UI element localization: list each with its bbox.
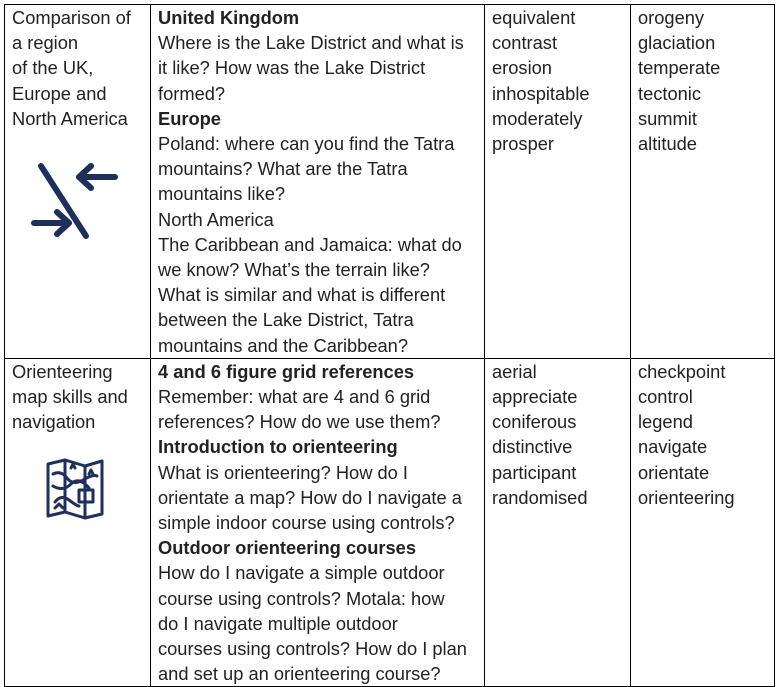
- topic-line: Europe and: [12, 82, 107, 104]
- content-line: Remember: what are 4 and 6 grid: [158, 386, 431, 408]
- curriculum-table: [4, 4, 775, 687]
- vocab-cell-2: [631, 358, 775, 687]
- content-line: do I navigate multiple outdoor: [158, 612, 398, 634]
- vocab-word: control: [638, 386, 693, 408]
- vocab-word: glaciation: [638, 32, 716, 54]
- topic-line: map skills and: [12, 386, 128, 408]
- topic-line: navigation: [12, 411, 96, 433]
- vocab-word: tectonic: [638, 82, 702, 104]
- content-line: Outdoor orienteering courses: [158, 537, 417, 559]
- vocab-word: contrast: [492, 32, 558, 54]
- vocab-word: distinctive: [492, 436, 573, 458]
- vocab-word: randomised: [492, 486, 588, 508]
- topic-line: of the UK,: [12, 57, 94, 79]
- content-line: How do I navigate a simple outdoor: [158, 562, 445, 584]
- content-line: The Caribbean and Jamaica: what do: [158, 233, 462, 255]
- content-line: mountains and the Caribbean?: [158, 334, 409, 356]
- vocab-word: navigate: [638, 436, 708, 458]
- vocab-word: orogeny: [638, 7, 705, 28]
- topic-line: North America: [12, 107, 128, 129]
- content-cell: [151, 358, 485, 687]
- vocab-word: inhospitable: [492, 82, 590, 104]
- topic-cell: [5, 358, 151, 687]
- vocab-word: orientate: [638, 461, 710, 483]
- table-row: [5, 5, 775, 359]
- vocab-word: moderately: [492, 107, 583, 129]
- vocab-word: prosper: [492, 133, 554, 155]
- content-line: and set up an orienteering course?: [158, 663, 441, 685]
- content-line: it like? How was the Lake District: [158, 57, 426, 79]
- vocab-word: summit: [638, 107, 697, 129]
- topic-line: Comparison of: [12, 7, 131, 28]
- vocab-word: participant: [492, 461, 577, 483]
- content-line: formed?: [158, 82, 226, 104]
- content-line: North America: [158, 208, 274, 230]
- content-line: Europe: [158, 107, 221, 129]
- content-line: 4 and 6 figure grid references: [158, 360, 415, 382]
- content-line: simple indoor course using controls?: [158, 512, 455, 534]
- topic-line: Orienteering: [12, 360, 113, 382]
- vocab-word: checkpoint: [638, 360, 726, 382]
- arrows-converge-icon: [12, 161, 150, 241]
- topic-cell: [5, 5, 151, 359]
- vocab-word: aerial: [492, 360, 537, 382]
- vocab-cell-1: [485, 5, 631, 359]
- content-line: references? How do we use them?: [158, 411, 441, 433]
- content-line: orientate a map? How do I navigate a: [158, 486, 462, 508]
- vocab-cell-2: [631, 5, 775, 359]
- vocab-word: erosion: [492, 57, 552, 79]
- content-line: mountains like?: [158, 183, 286, 205]
- content-line: What is similar and what is different: [158, 284, 446, 306]
- map-icon: [12, 458, 150, 520]
- content-line: we know? What’s the terrain like?: [158, 259, 430, 281]
- content-line: between the Lake District, Tatra: [158, 309, 414, 331]
- vocab-cell-1: [485, 358, 631, 687]
- vocab-word: legend: [638, 411, 693, 433]
- table-row: [5, 358, 775, 687]
- vocab-word: orienteering: [638, 486, 735, 508]
- content-line: course using controls? Motala: how: [158, 587, 445, 609]
- vocab-word: equivalent: [492, 7, 576, 28]
- content-line: courses using controls? How do I plan: [158, 638, 467, 660]
- vocab-word: altitude: [638, 133, 697, 155]
- content-line: United Kingdom: [158, 7, 300, 28]
- vocab-word: coniferous: [492, 411, 577, 433]
- content-line: What is orienteering? How do I: [158, 461, 408, 483]
- content-line: Where is the Lake District and what is: [158, 32, 464, 54]
- content-line: Poland: where can you find the Tatra: [158, 133, 455, 155]
- content-line: mountains? What are the Tatra: [158, 158, 408, 180]
- topic-line: a region: [12, 32, 79, 54]
- content-cell: [151, 5, 485, 359]
- vocab-word: appreciate: [492, 386, 578, 408]
- content-line: Introduction to orienteering: [158, 436, 398, 458]
- vocab-word: temperate: [638, 57, 721, 79]
